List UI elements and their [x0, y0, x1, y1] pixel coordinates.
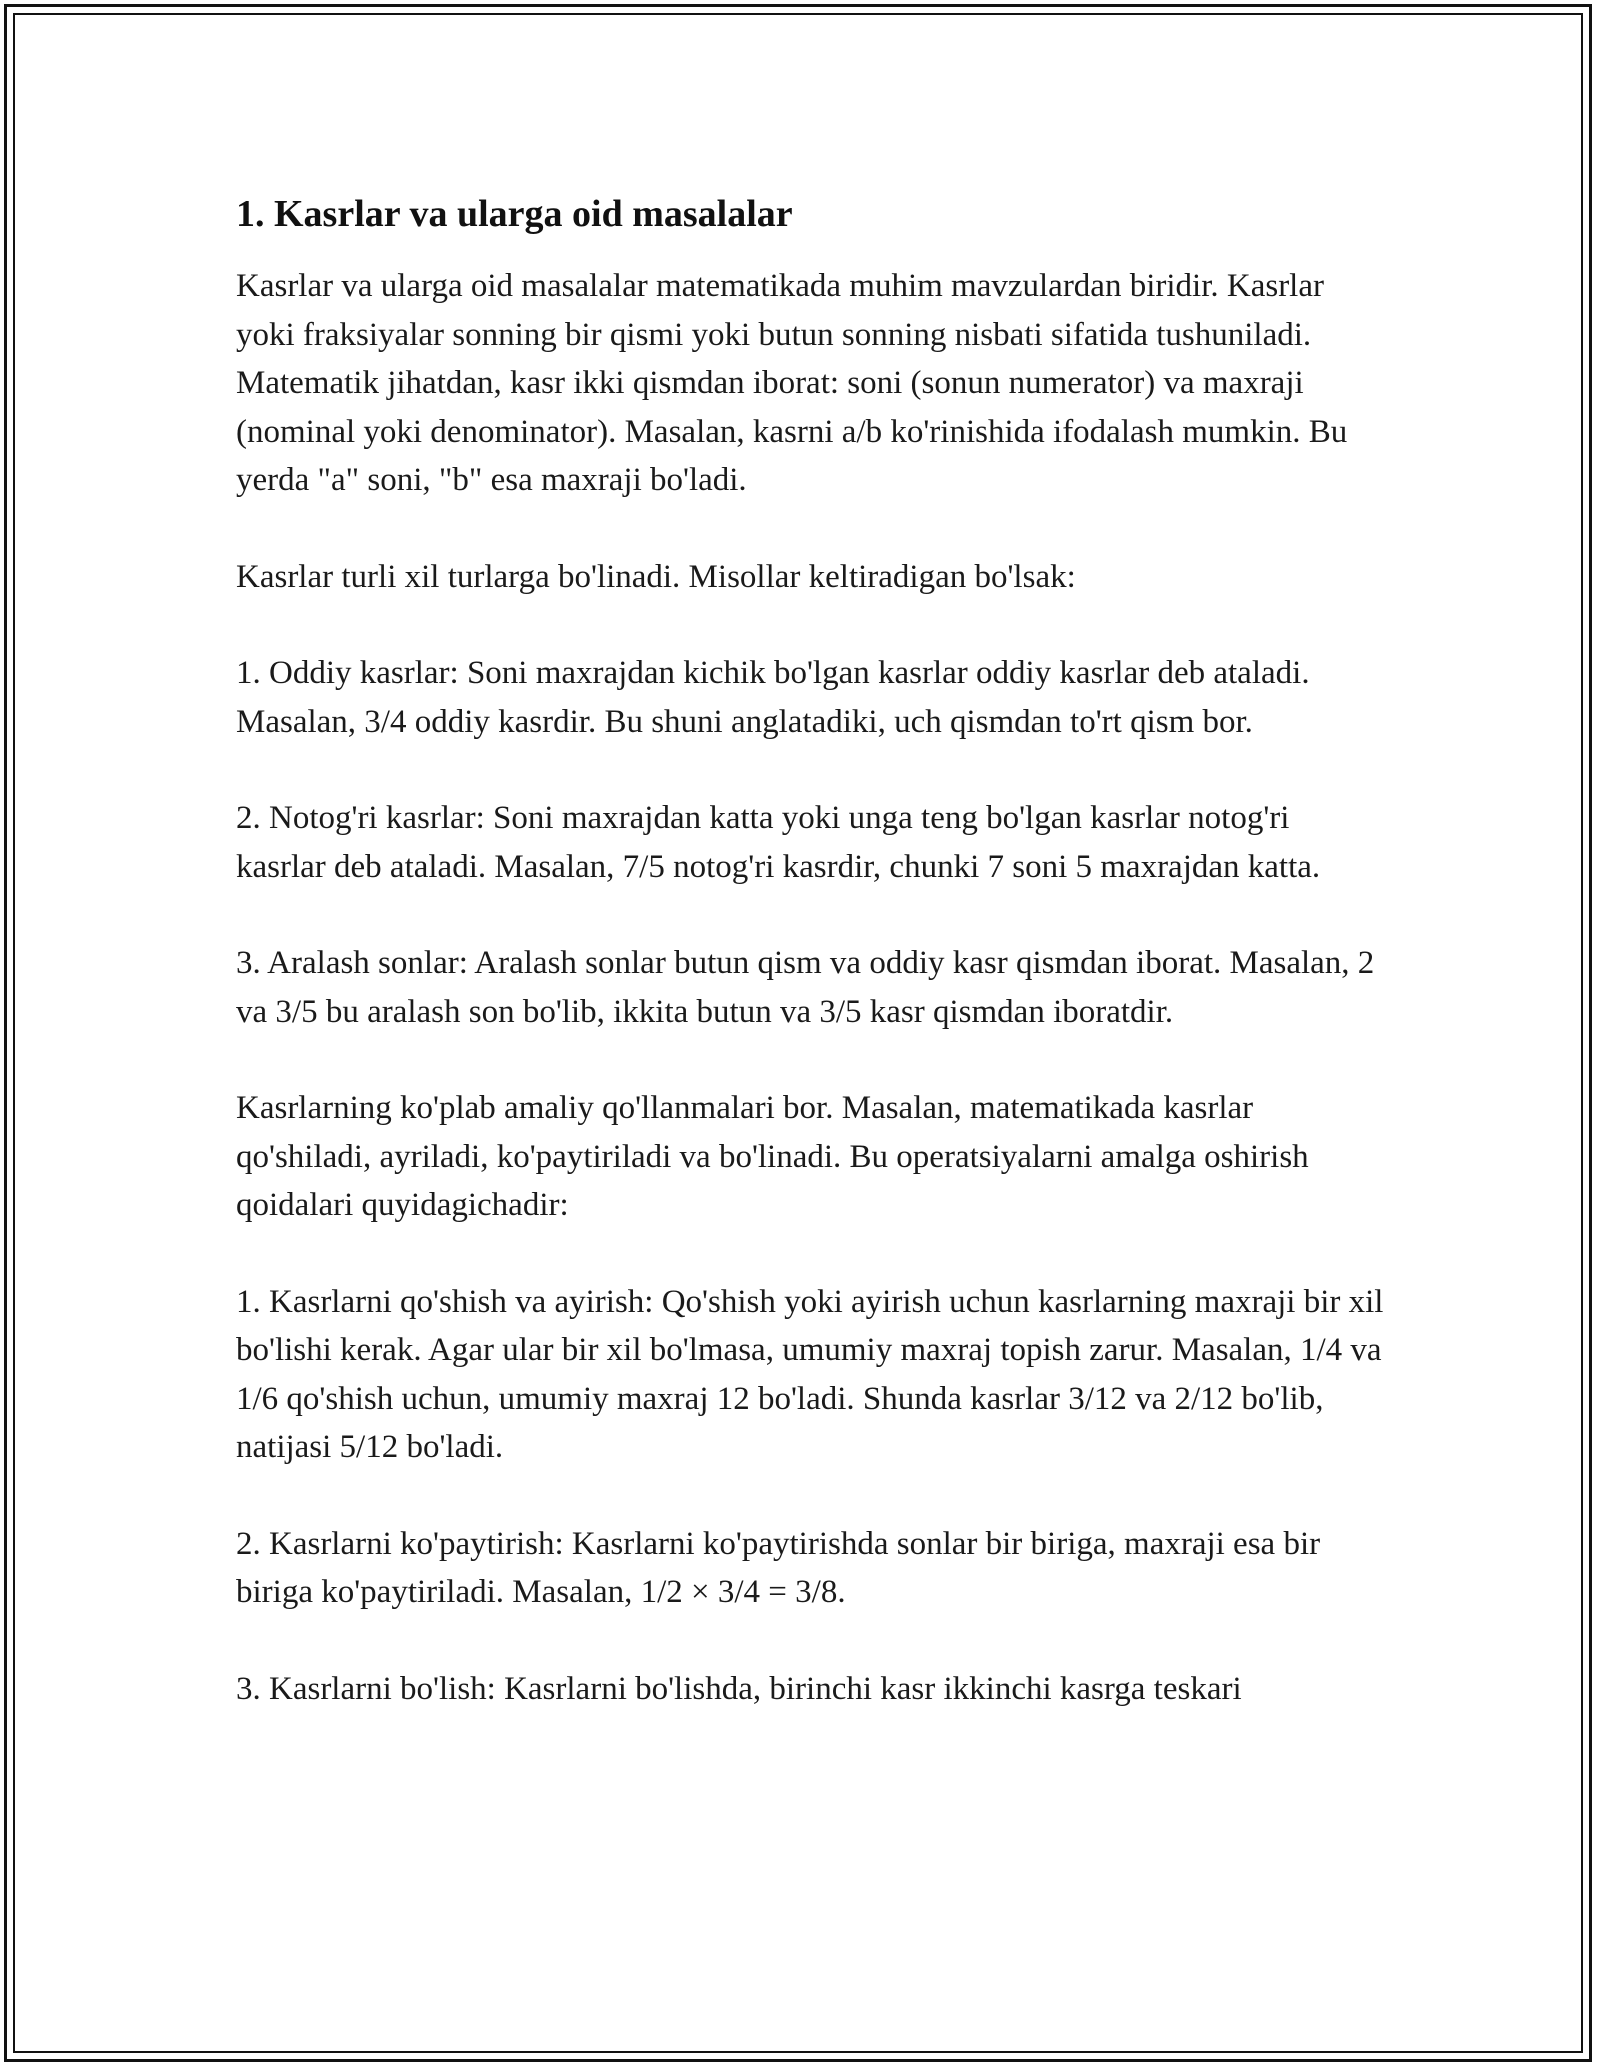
paragraph-addition-subtraction: 1. Kasrlarni qo'shish va ayirish: Qo'shish yoki ayirish uchun kasrlarning maxraji bir xil bo'lishi kerak. Agar ular bir xil bo'lmasa, umumiy maxraj topish zarur. Masalan, 1/4 va 1/6 qo'shish uchun, umumiy maxraj 12 bo'ladi. Shunda kasrlar 3/12 va 2/12 bo'lib, natijasi 5/12 bo'ladi. [236, 1283, 1384, 1465]
paragraph-proper-fractions: 1. Oddiy kasrlar: Soni maxrajdan kichik bo'lgan kasrlar oddiy kasrlar deb ataladi. Masalan, 3/4 oddiy kasrdir. Bu shuni anglatadiki, uch qismdan to'rt qism bor. [236, 655, 1310, 740]
paragraph-improper-fractions: 2. Notog'ri kasrlar: Soni maxrajdan katta yoki unga teng bo'lgan kasrlar notog'ri kasrlar deb ataladi. Masalan, 7/5 notog'ri kasrdir, chunki 7 soni 5 maxrajdan katta. [236, 800, 1321, 885]
paragraph-types-intro: Kasrlar turli xil turlarga bo'linadi. Misollar keltiradigan bo'lsak: [236, 558, 1076, 595]
paragraph-division: 3. Kasrlarni bo'lish: Kasrlarni bo'lishda, birinchi kasr ikkinchi kasrga teskari [236, 1670, 1242, 1707]
document-body [236, 188, 1386, 1761]
paragraph-multiplication: 2. Kasrlarni ko'paytirish: Kasrlarni ko'paytirishda sonlar bir biriga, maxraji esa bir biriga ko'paytiriladi. Masalan, 1/2 × 3/4 = 3/8. [236, 1525, 1321, 1610]
document-title: 1. Kasrlar va ularga oid masalalar [236, 193, 793, 235]
paragraph-intro: Kasrlar va ularga oid masalalar matematikada muhim mavzulardan biridir. Kasrlar yoki fraksiyalar sonning bir qismi yoki butun sonning nisbati sifatida tushuniladi. Matematik jihatdan, kasr ikki qismdan iborat: soni (sonun numerator) va maxraji (nominal yoki denominator). Masalan, kasrni a/b ko'rinishida ifodalash mumkin. Bu yerda "a" soni, "b" esa maxraji bo'ladi. [236, 268, 1348, 498]
paragraph-operations-intro: Kasrlarning ko'plab amaliy qo'llanmalari bor. Masalan, matematikada kasrlar qo'shiladi, ayriladi, ko'paytiriladi va bo'linadi. Bu operatsiyalarni amalga oshirish qoidalari quyidagichadir: [236, 1090, 1309, 1223]
paragraph-mixed-numbers: 3. Aralash sonlar: Aralash sonlar butun qism va oddiy kasr qismdan iborat. Masalan, 2 va 3/5 bu aralash son bo'lib, ikkita butun va 3/5 kasr qismdan iboratdir. [236, 945, 1375, 1030]
